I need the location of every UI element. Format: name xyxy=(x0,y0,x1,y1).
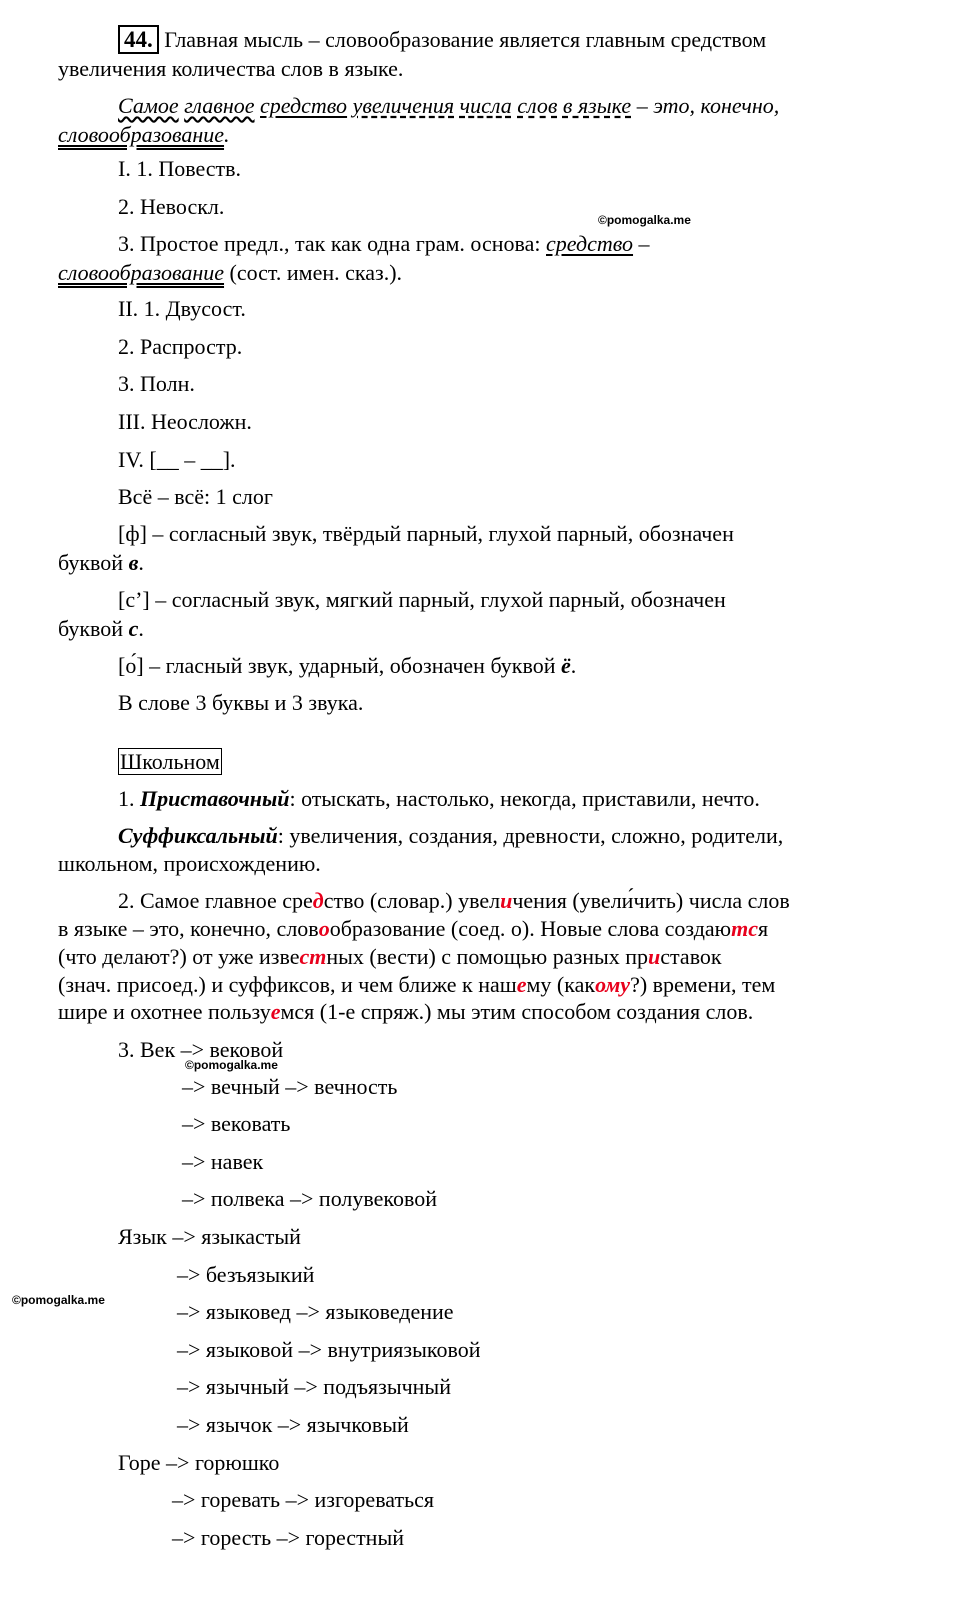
spelling-text: чения (увели́чить) числа слов xyxy=(512,888,790,913)
watermark: ©pomogalka.me xyxy=(185,1058,278,1072)
parse-line xyxy=(118,233,650,255)
phonetic-word: Всё – всё: 1 слог xyxy=(118,484,273,509)
phonetic-line: [с’] – согласный звук, мягкий парный, глухой парный, обозначен xyxy=(118,587,726,612)
morph-text: : увеличения, создания, древности, сложно, родители, xyxy=(277,823,784,848)
chain-line: –> вечный –> вечность xyxy=(182,1074,398,1099)
chain-line: 3. Век –> вековой xyxy=(118,1037,284,1062)
sentence-word: Самое xyxy=(118,93,179,118)
orthogram-letter: е xyxy=(270,999,281,1024)
phonetic-line: буквой с. xyxy=(58,616,144,641)
spelling-line xyxy=(58,1001,753,1023)
watermark: ©pomogalka.me xyxy=(12,1293,105,1307)
parse-text: (сост. имен. сказ.). xyxy=(224,260,403,285)
orthogram-letter: тс xyxy=(731,916,759,941)
orthogram-letter: ст xyxy=(299,944,327,969)
morph-label: Приставочный xyxy=(140,786,290,811)
chain-line: –> язычный –> подъязычный xyxy=(177,1374,451,1399)
spelling-text: (знач. присоед.) и суффиксов, и чем ближе к наш xyxy=(58,972,517,997)
spelling-text: в языке – это, конечно, слов xyxy=(58,916,319,941)
chain-line: –> полвека –> полувековой xyxy=(182,1186,437,1211)
parse-line: II. 1. Двусост. xyxy=(118,296,246,321)
chain-line: Язык –> языкастый xyxy=(118,1224,301,1249)
spelling-text: я xyxy=(758,916,769,941)
orthogram-letter: е xyxy=(516,972,527,997)
chain-line: –> горевать –> изгореваться xyxy=(172,1487,435,1512)
parse-line: III. Неосложн. xyxy=(118,409,252,434)
spelling-text: (что делают?) от уже изве xyxy=(58,944,300,969)
parsed-sentence-line2 xyxy=(58,124,230,146)
morph-label: Суффиксальный xyxy=(118,823,278,848)
sentence-word: слов xyxy=(517,93,558,118)
morph-word-text: Школьном xyxy=(120,749,220,774)
parse-line: I. 1. Повеств. xyxy=(118,156,242,181)
phonetic-letter: с xyxy=(128,616,139,641)
spelling-line xyxy=(58,918,768,940)
spelling-text: му (как xyxy=(526,972,596,997)
watermark: ©pomogalka.me xyxy=(598,213,691,227)
phonetic-line: буквой в. xyxy=(58,550,144,575)
sentence-word: числа xyxy=(459,93,512,118)
parse-predicate: словообразование xyxy=(58,260,225,285)
spelling-text: образование (соед. о). Новые слова создаю xyxy=(329,916,732,941)
phonetic-letter: ё xyxy=(561,653,571,678)
phonetic-text: [о́] – гласный звук, ударный, обозначен буквой xyxy=(118,653,562,678)
parse-line: 3. Полн. xyxy=(118,371,195,396)
sentence-word: главное xyxy=(184,93,255,118)
orthogram-letter: д xyxy=(312,888,324,913)
task-header xyxy=(118,28,766,51)
parse-text: – xyxy=(633,231,650,256)
sentence-period: . xyxy=(224,122,230,147)
suffix-line2: школьном, происхождению. xyxy=(58,851,321,876)
orthogram-letter: о xyxy=(318,916,330,941)
parse-line: 2. Невоскл. xyxy=(118,194,225,219)
chain-line: –> языковед –> языковедение xyxy=(177,1299,454,1324)
phonetic-total: В слове 3 буквы и 3 звука. xyxy=(118,690,364,715)
spelling-text: мся (1-е спряж.) мы этим способом создания слов. xyxy=(280,999,754,1024)
parse-line xyxy=(58,262,402,284)
spelling-text: ставок xyxy=(660,944,722,969)
prefix-line xyxy=(118,788,760,810)
sentence-text: – это, конечно, xyxy=(631,93,780,118)
suffix-line xyxy=(118,825,783,847)
parse-scheme: IV. [__ – __]. xyxy=(118,447,236,472)
phonetic-text: буквой xyxy=(58,550,129,575)
spelling-line xyxy=(58,974,775,996)
spelling-text: ство (словар.) увел xyxy=(323,888,501,913)
chain-line: –> горесть –> горестный xyxy=(172,1525,405,1550)
spelling-text: ?) времени, тем xyxy=(630,972,776,997)
spelling-text: 2. Самое главное сре xyxy=(118,888,313,913)
orthogram-letter: и xyxy=(648,944,661,969)
main-idea-line1: Главная мысль – словообразование является главным средством xyxy=(158,27,767,52)
morph-num: 1. xyxy=(118,786,140,811)
sentence-predicate: словообразование xyxy=(58,122,225,147)
parse-line: 2. Распростр. xyxy=(118,334,243,359)
phonetic-text: буквой xyxy=(58,616,129,641)
spelling-text: шире и охотнее пользу xyxy=(58,999,271,1024)
morph-word xyxy=(118,751,222,773)
orthogram-letter: и xyxy=(500,888,513,913)
chain-line: –> навек xyxy=(182,1149,264,1174)
orthogram-letter: ому xyxy=(595,972,631,997)
task-number: 44. xyxy=(118,25,159,54)
spelling-text: ных (вести) с помощью разных пр xyxy=(326,944,649,969)
spelling-line xyxy=(118,890,790,912)
chain-line: –> безъязыкий xyxy=(177,1262,315,1287)
parsed-sentence xyxy=(118,95,779,117)
spelling-line xyxy=(58,946,722,968)
sentence-word: в языке xyxy=(562,93,632,118)
chain-line: –> язычок –> язычковый xyxy=(177,1412,409,1437)
sentence-subject: средство xyxy=(260,93,348,118)
parse-subject: средство xyxy=(546,231,634,256)
chain-line: –> языковой –> внутриязыковой xyxy=(177,1337,481,1362)
chain-line: –> вековать xyxy=(182,1111,291,1136)
sentence-word: увеличения xyxy=(352,93,455,118)
parse-text: 3. Простое предл., так как одна грам. основа: xyxy=(118,231,546,256)
phonetic-letter: в xyxy=(128,550,139,575)
main-idea-line2: увеличения количества слов в языке. xyxy=(58,56,404,81)
phonetic-line: [ф] – согласный звук, твёрдый парный, глухой парный, обозначен xyxy=(118,521,734,546)
phonetic-line: [о́] – гласный звук, ударный, обозначен буквой ё. xyxy=(118,653,577,678)
chain-line: Горе –> горюшко xyxy=(118,1450,280,1475)
morph-text: : отыскать, настолько, некогда, приставили, нечто. xyxy=(289,786,760,811)
